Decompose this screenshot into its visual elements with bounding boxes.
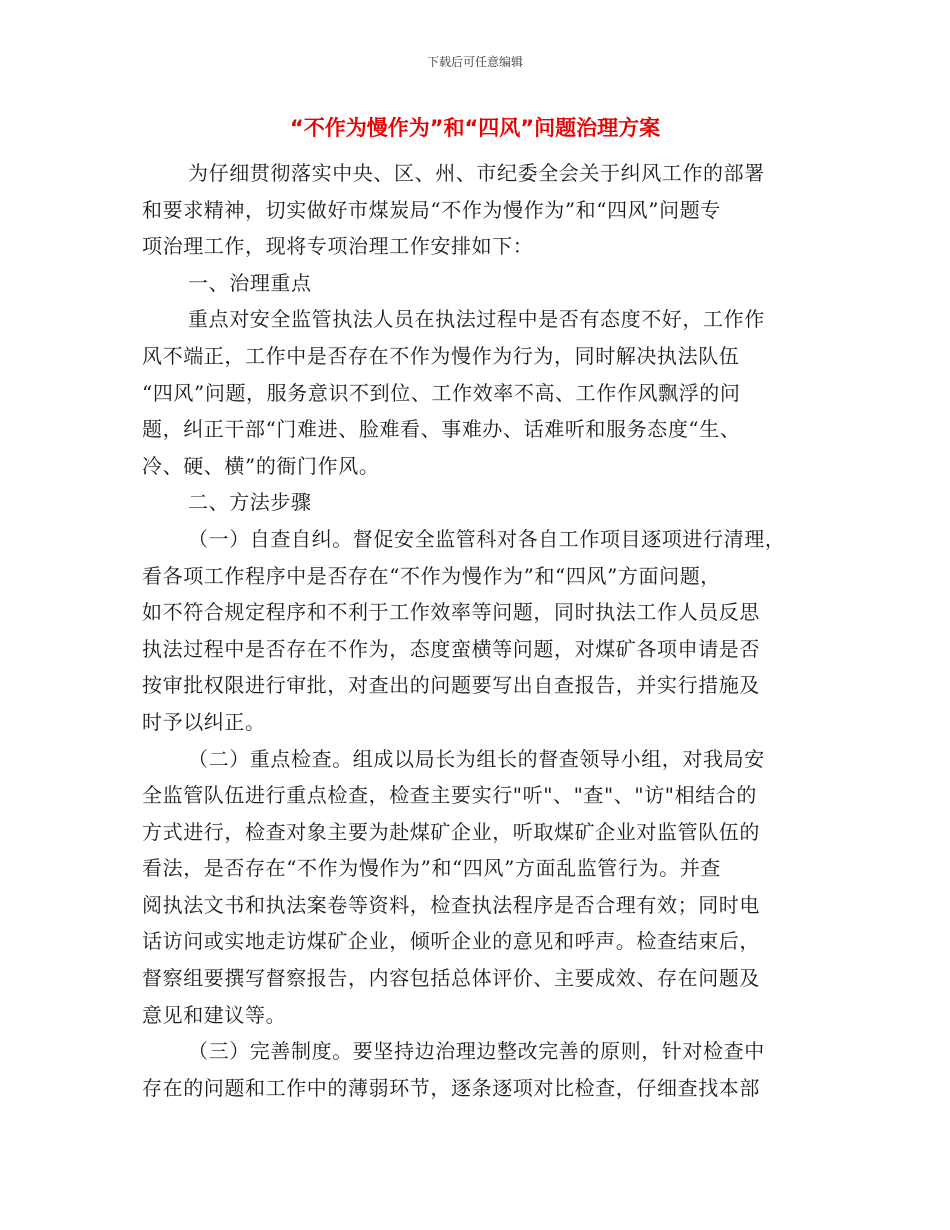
paragraph-line: 重点对安全监管执法人员在执法过程中是否有态度不好，工作作 [188, 307, 765, 332]
document-title: “不作为慢作为”和“四风”问题治理方案 [289, 116, 661, 140]
paragraph-line: （一）自查自纠。督促安全监管科对各自工作项目逐项进行清理， [188, 526, 786, 551]
document-body [142, 155, 802, 1106]
paragraph-line: 时予以纠正。 [142, 709, 266, 734]
paragraph-line: 阅执法文书和执法案卷等资料，检查执法程序是否合理有效；同时电 [142, 892, 760, 917]
paragraph-line: 方式进行，检查对象主要为赴煤矿企业，听取煤矿企业对监管队伍的 [142, 819, 760, 844]
paragraph-line: 如不符合规定程序和不利于工作效率等问题，同时执法工作人员反思 [142, 600, 760, 625]
paragraph-line: 题，纠正干部“门难进、脸难看、事难办、话难听和服务态度“生、 [142, 417, 741, 442]
paragraph-line: 全监管队伍进行重点检查，检查主要实行"听"、"查"、"访"相结合的 [142, 783, 757, 808]
paragraph-line: （三）完善制度。要坚持边治理边整改完善的原则，针对检查中 [188, 1039, 765, 1064]
paragraph-line: 和要求精神，切实做好市煤炭局“不作为慢作为”和“四风”问题专 [142, 197, 721, 222]
section-heading: 一、治理重点 [188, 270, 312, 295]
paragraph-line: 冷、硬、横”的衙门作风。 [142, 453, 380, 478]
paragraph-line: 为仔细贯彻落实中央、区、州、市纪委全会关于纠风工作的部署 [188, 161, 765, 185]
paragraph-line: 项治理工作，现将专项治理工作安排如下： [142, 234, 534, 259]
header-note: 下载后可任意编辑 [426, 55, 523, 69]
paragraph-line: 风不端正，工作中是否存在不作为慢作为行为，同时解决执法队伍 [142, 343, 740, 368]
section-heading: 二、方法步骤 [188, 490, 312, 515]
paragraph-line: （二）重点检查。组成以局长为组长的督查领导小组，对我局安 [188, 746, 765, 771]
paragraph-line: 督察组要撰写督察报告，内容包括总体评价、主要成效、存在问题及 [142, 966, 760, 991]
paragraph-line: 按审批权限进行审批，对查出的问题要写出自查报告，并实行措施及 [142, 673, 760, 698]
paragraph-line: 执法过程中是否存在不作为，态度蛮横等问题，对煤矿各项申请是否 [142, 636, 760, 661]
paragraph-line: 话访问或实地走访煤矿企业，倾听企业的意见和呼声。检查结束后， [142, 929, 760, 954]
paragraph-line: “四风”问题，服务意识不到位、工作效率不高、工作作风飘浮的问 [142, 380, 741, 405]
paragraph-line: 看法，是否存在“不作为慢作为”和“四风”方面乱监管行为。并查 [142, 856, 721, 881]
paragraph-line: 看各项工作程序中是否存在“不作为慢作为”和“四风”方面问题， [142, 563, 721, 588]
paragraph-line: 存在的问题和工作中的薄弱环节，逐条逐项对比检查，仔细查找本部 [142, 1075, 760, 1100]
paragraph-line: 意见和建议等。 [142, 1002, 287, 1027]
